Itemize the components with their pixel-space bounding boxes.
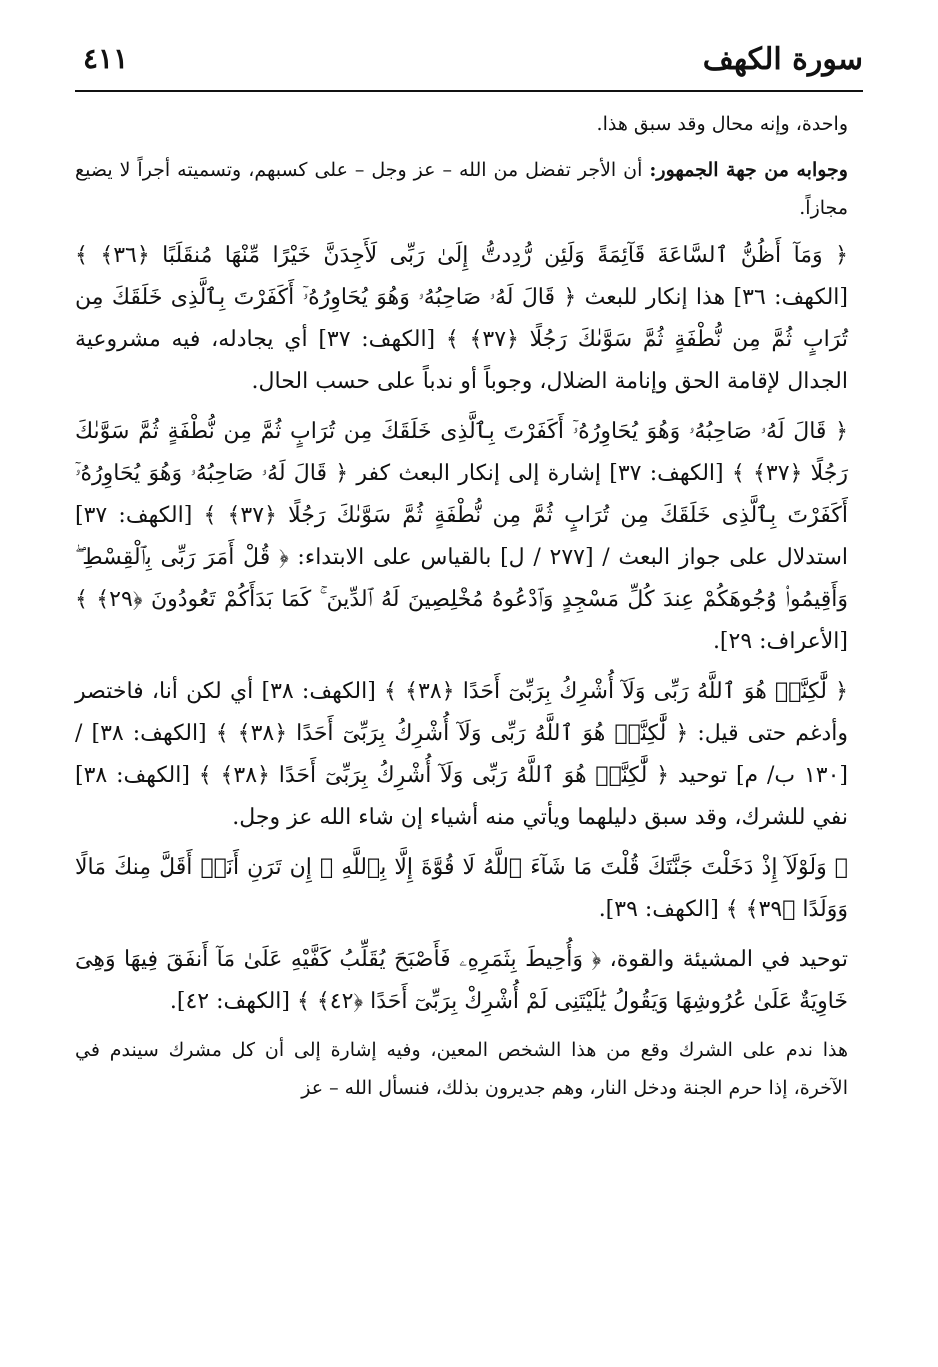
paragraph: ﴿ لَّٰكِنَّا۠ هُوَ ٱللَّهُ رَبِّى وَلَآ أُشْرِكُ بِرَبِّىٓ أَحَدًا ﴿٣٨﴾ ﴾ [الكهف: ٣٨] أي لكن أنا، فاختصر وأدغم حتى قيل: ﴿ لَّٰكِنَّا۠ هُوَ ٱللَّهُ رَبِّى وَلَآ أُشْرِكُ بِرَبِّىٓ أَحَدًا ﴿٣٨﴾ ﴾ [الكهف: ٣٨] / [١٣٠ ب/ م] توحيد ﴿ لَّٰكِنَّا۠ هُوَ ٱللَّهُ رَبِّى وَلَآ أُشْرِكُ بِرَبِّىٓ أَحَدًا ﴿٣٨﴾ ﴾ [الكهف: ٣٨] نفي للشرك، وقد سبق دليلهما ويأتي منه أشياء إن شاء الله عز وجل.	[75, 679, 849, 830]
paragraph-text: أن الأجر تفضل من الله – عز وجل – على كسبهم، وتسميته أجراً لا يضيع مجازاً.	[75, 159, 848, 219]
page-number: ٤١١	[83, 42, 129, 75]
paragraph: ﴿ وَمَآ أَظُنُّ ٱلسَّاعَةَ قَآئِمَةً وَلَئِن رُّدِدتُّ إِلَىٰ رَبِّى لَأَجِدَنَّ خَيْرًا مِّنْهَا مُنقَلَبًا ﴿٣٦﴾ ﴾ [الكهف: ٣٦] هذا إنكار للبعث ﴿ قَالَ لَهُۥ صَاحِبُهُۥ وَهُوَ يُحَاوِرُهُۥٓ أَكَفَرْتَ بِٱلَّذِى خَلَقَكَ مِن تُرَابٍ ثُمَّ مِن نُّطْفَةٍ ثُمَّ سَوَّىٰكَ رَجُلًا ﴿٣٧﴾ ﴾ [الكهف: ٣٧] أي يجادله، فيه مشروعية الجدال لإقامة الحق وإنامة الضلال، وجوباً أو ندباً على حسب الحال.	[75, 243, 848, 394]
paragraph: ﴿ وَلَوْلَآ إِذْ دَخَلْتَ جَنَّتَكَ قُلْتَ مَا شَآءَ ٱللَّهُ لَا قُوَّةَ إِلَّا بِٱللَّهِ ۚ إِن تَرَنِ أَنَا۠ أَقَلَّ مِنكَ مَالًا وَوَلَدًا ﴿٣٩﴾ ﴾ [الكهف: ٣٩].	[75, 855, 848, 922]
paragraph: توحيد في المشيئة والقوة، ﴿ وَأُحِيطَ بِثَمَرِهِۦ فَأَصْبَحَ يُقَلِّبُ كَفَّيْهِ عَلَىٰ مَآ أَنفَقَ فِيهَا وَهِىَ خَاوِيَةٌ عَلَىٰ عُرُوشِهَا وَيَقُولُ يَٰلَيْتَنِى لَمْ أُشْرِكْ بِرَبِّىٓ أَحَدًا ﴿٤٢﴾ ﴾ [الكهف: ٤٢].	[75, 947, 848, 1014]
paragraph: واحدة، وإنه محال وقد سبق هذا.	[596, 113, 848, 135]
page-body	[75, 105, 848, 1107]
running-title: سورة الكهف	[702, 42, 863, 77]
paragraph: هذا ندم على الشرك وقع من هذا الشخص المعين، وفيه إشارة إلى أن كل مشرك سيندم في الآخرة، إذا حرم الجنة ودخل النار، وهم جديرون بذلك، فنسأل الله – عز	[75, 1039, 848, 1099]
page-header	[75, 40, 863, 92]
paragraph-lead-in: وجوابه من جهة الجمهور:	[649, 159, 848, 181]
paragraph: ﴿ قَالَ لَهُۥ صَاحِبُهُۥ وَهُوَ يُحَاوِرُهُۥٓ أَكَفَرْتَ بِٱلَّذِى خَلَقَكَ مِن تُرَابٍ ثُمَّ مِن نُّطْفَةٍ ثُمَّ سَوَّىٰكَ رَجُلًا ﴿٣٧﴾ ﴾ [الكهف: ٣٧] إشارة إلى إنكار البعث كفر ﴿ قَالَ لَهُۥ صَاحِبُهُۥ وَهُوَ يُحَاوِرُهُۥٓ أَكَفَرْتَ بِٱلَّذِى خَلَقَكَ مِن تُرَابٍ ثُمَّ مِن نُّطْفَةٍ ثُمَّ سَوَّىٰكَ رَجُلًا ﴿٣٧﴾ ﴾ [الكهف: ٣٧] استدلال على جواز البعث / [٢٧٧ / ل] بالقياس على الابتداء: ﴿ قُلْ أَمَرَ رَبِّى بِٱلْقِسْطِ ۖ وَأَقِيمُوا۟ وُجُوهَكُمْ عِندَ كُلِّ مَسْجِدٍ وَٱدْعُوهُ مُخْلِصِينَ لَهُ ٱلدِّينَ ۚ كَمَا بَدَأَكُمْ تَعُودُونَ ﴿٢٩﴾ ﴾ [الأعراف: ٢٩].	[75, 419, 848, 654]
paragraph	[75, 151, 848, 227]
